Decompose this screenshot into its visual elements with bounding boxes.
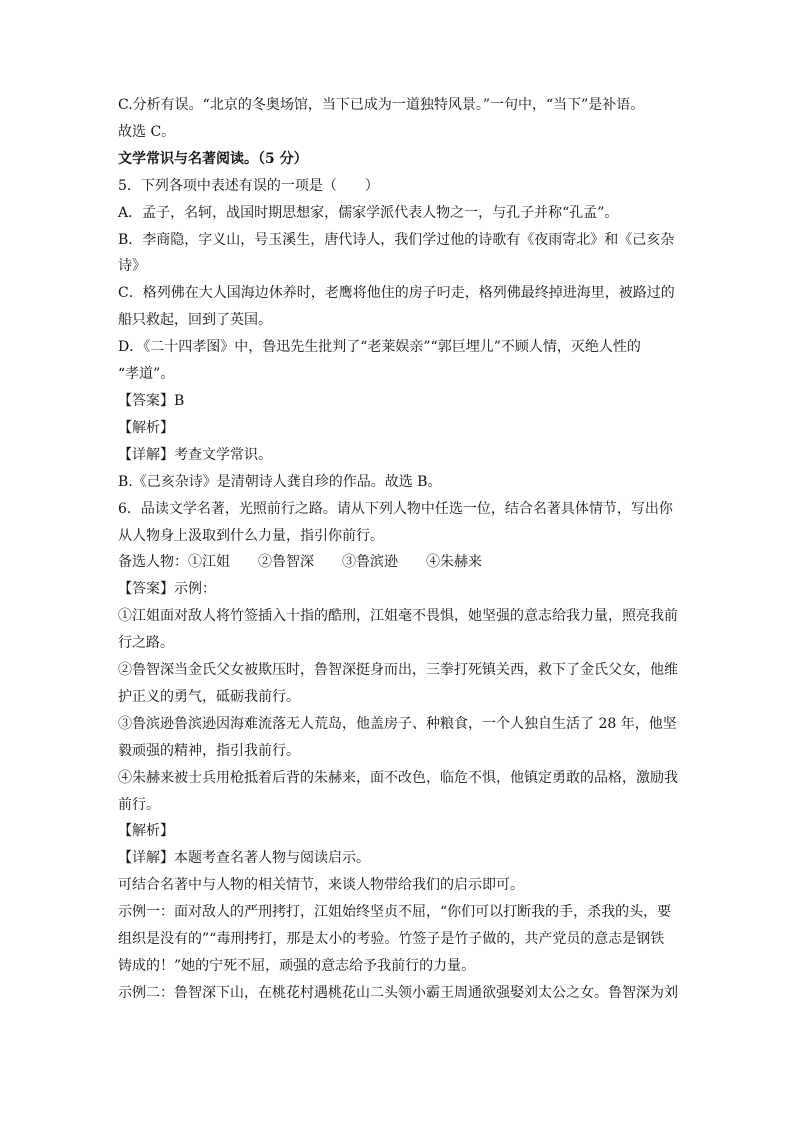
section-heading: 文学常识与名著阅读。（5 分） xyxy=(118,150,308,167)
text-line: ③鲁滨逊鲁滨逊因海难流落无人荒岛，他盖房子、种粮食，一个人独自生活了 28 年，他坚 xyxy=(118,715,677,732)
text-line: C.分析有误。“北京的冬奥场馆，当下已成为一道独特风景。”一句中，“当下”是补语。 xyxy=(118,97,645,113)
text-line: ①江姐面对敌人将竹签插入十指的酷刑，江姐毫不畏惧，她坚强的意志给我力量，照亮我前 xyxy=(118,608,678,625)
text-line: 【详解】考查文学常识。 xyxy=(118,446,272,463)
text-line: 示例一：面对敌人的严刑拷打，江姐始终坚贞不屈，“你们可以打断我的手，杀我的头，要 xyxy=(118,904,672,921)
text-line: B.《己亥杂诗》是清朝诗人龚自珍的作品。故选 B。 xyxy=(118,473,442,490)
text-line: 5．下列各项中表述有误的一项是（ ） xyxy=(118,177,379,194)
text-line: D．《二十四孝图》中，鲁迅先生批判了“老莱娱亲”“郭巨埋儿”不顾人情，灭绝人性的 xyxy=(118,339,641,356)
text-line: 备选人物：①江姐 ②鲁智深 ③鲁滨逊 ④朱赫来 xyxy=(118,554,482,571)
text-line: 前行。 xyxy=(118,796,160,813)
text-line: 故选 C。 xyxy=(118,123,176,140)
text-line: B．李商隐，字义山，号玉溪生，唐代诗人，我们学过他的诗歌有《夜雨寄北》和《己亥杂 xyxy=(118,231,675,248)
text-line: 可结合名著中与人物的相关情节，来谈人物带给我们的启示即可。 xyxy=(118,877,524,894)
text-line: 毅顽强的精神，指引我前行。 xyxy=(118,742,300,759)
text-line: 【解析】 xyxy=(118,419,174,436)
text-line: 组织是没有的”“毒刑拷打，那是太小的考验。竹签子是竹子做的，共产党员的意志是钢铁 xyxy=(118,931,665,948)
text-line: ②鲁智深当金氏父女被欺压时，鲁智深挺身而出，三拳打死镇关西，救下了金氏父女，他维 xyxy=(118,662,678,679)
text-line: A．孟子，名轲，战国时期思想家，儒家学派代表人物之一，与孔子并称“孔孟”。 xyxy=(118,204,619,221)
text-line: 护正义的勇气，砥砺我前行。 xyxy=(118,688,300,705)
text-line: 【答案】B xyxy=(118,392,185,409)
text-line: 行之路。 xyxy=(118,635,174,652)
document-body xyxy=(118,92,680,1007)
text-line: 6．品读文学名著，光照前行之路。请从下列人物中任选一位，结合名著具体情节，写出你 xyxy=(118,500,673,517)
text-line: 【解析】 xyxy=(118,823,174,840)
text-line: 从人物身上汲取到什么力量，指引你前行。 xyxy=(118,527,384,544)
text-line: 诗》 xyxy=(118,258,146,275)
text-line: 铸成的！”她的宁死不屈，顽强的意志给予我前行的力量。 xyxy=(118,958,476,974)
text-line: ④朱赫来被士兵用枪抵着后背的朱赫来，面不改色，临危不惧，他镇定勇敢的品格，激励我 xyxy=(118,769,678,786)
text-line: C．格列佛在大人国海边休养时，老鹰将他住的房子叼走，格列佛最终掉进海里，被路过的 xyxy=(118,285,675,302)
text-line: “孝道”。 xyxy=(118,366,175,383)
text-line: 船只救起，回到了英国。 xyxy=(118,312,272,329)
text-line: 示例二：鲁智深下山，在桃花村遇桃花山二头领小霸王周通欲强娶刘太公之女。鲁智深为刘 xyxy=(118,984,678,1001)
text-line: 【详解】本题考查名著人物与阅读启示。 xyxy=(118,850,370,867)
text-line: 【答案】示例： xyxy=(118,581,216,598)
